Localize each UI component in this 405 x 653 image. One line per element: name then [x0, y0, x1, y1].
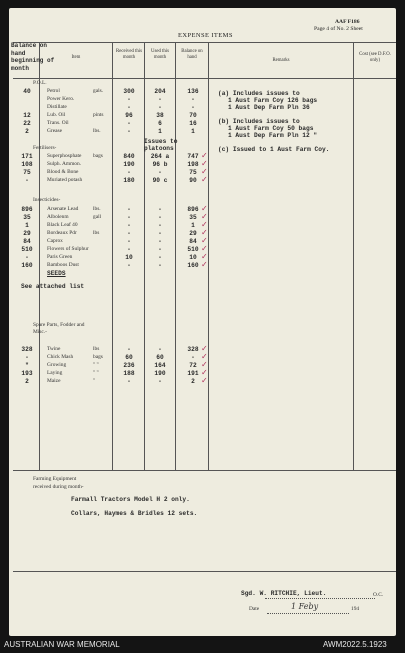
row-balance-begin: 171 [21, 153, 33, 160]
row-used: - [158, 222, 162, 229]
page-title: EXPENSE ITEMS [178, 32, 233, 39]
check-mark-icon: ✓ [201, 368, 208, 377]
pol-heading: P.O.L. [33, 80, 47, 86]
col-divider-used [175, 42, 176, 470]
check-mark-icon: ✓ [201, 220, 208, 229]
row-received: - [127, 230, 131, 237]
issues-note-2: platoons [144, 145, 174, 152]
row-unit: " [93, 378, 96, 384]
page-info: Page 4 of No. 2 Sheet [314, 26, 363, 32]
row-item: Muriated potash [47, 177, 83, 183]
row-item: Arsenate Lead [47, 206, 79, 212]
row-balance-begin: 510 [21, 246, 33, 253]
row-balance-begin: 108 [21, 161, 33, 168]
row-unit: bags [93, 153, 103, 159]
row-received: - [127, 246, 131, 253]
row-balance-begin: - [25, 254, 29, 261]
row-received: 96 [125, 112, 133, 119]
row-used: - [158, 169, 162, 176]
row-used: 38 [156, 112, 164, 119]
row-unit: " " [93, 370, 99, 376]
farming-bottom-rule [13, 571, 396, 572]
row-item: Maize [47, 378, 61, 384]
row-used: 90 c [152, 177, 168, 184]
row-balance: 510 [187, 246, 199, 253]
col-header-cost: Cost (see D.F.O. only) [359, 52, 391, 63]
remark-b-2: 1 Aust Farm Coy 50 bags [228, 125, 314, 132]
farming-heading-1: Farming Equipment [33, 476, 77, 482]
row-balance: 10 [189, 254, 197, 261]
row-used: - [158, 238, 162, 245]
row-unit: " " [93, 362, 99, 368]
signature-line: Sgd. W. RITCHIE, Lieut. [241, 590, 327, 597]
row-item: Albolenm [47, 214, 69, 220]
seeds-heading: SEEDS [47, 270, 66, 277]
row-unit: lbs. [93, 128, 101, 134]
check-mark-icon: ✓ [201, 167, 208, 176]
row-item: Laying [47, 370, 63, 376]
row-used: - [158, 346, 162, 353]
row-received: 10 [125, 254, 133, 261]
table-top-rule [13, 42, 396, 43]
row-balance: 160 [187, 262, 199, 269]
row-used: - [158, 206, 162, 213]
row-used: 204 [154, 88, 166, 95]
row-item: Growing [47, 362, 67, 368]
col-divider-balance [208, 42, 209, 470]
col-header-remarks: Remarks [272, 58, 290, 63]
row-balance-begin: 896 [21, 206, 33, 213]
check-mark-icon: ✓ [201, 159, 208, 168]
farming-line-1: Farmall Tractors Model H 2 only. [71, 496, 190, 503]
row-balance: 29 [189, 230, 197, 237]
row-item: Blood & Bone [47, 169, 79, 175]
row-item: Superphosphate [47, 153, 82, 159]
check-mark-icon: ✓ [201, 376, 208, 385]
row-item: Paris Green [47, 254, 73, 260]
row-received: - [127, 346, 131, 353]
check-mark-icon: ✓ [201, 175, 208, 184]
footer-right: AWM2022.5.1923 [323, 640, 387, 649]
row-item: Petrol [47, 88, 60, 94]
check-mark-icon: ✓ [201, 228, 208, 237]
footer-left: AUSTRALIAN WAR MEMORIAL [4, 640, 120, 649]
row-used: 264 a [150, 153, 170, 160]
signature-dotted-rule [265, 598, 375, 599]
row-item: Power Kero. [47, 96, 75, 102]
row-received: 180 [123, 177, 135, 184]
row-unit: lbs. [93, 206, 101, 212]
row-received: 188 [123, 370, 135, 377]
row-balance-begin: 2 [25, 128, 29, 135]
row-item: Black Leaf 40 [47, 222, 78, 228]
row-unit: lbs [93, 346, 100, 352]
col-header-used: Used this month [151, 49, 169, 60]
row-balance-begin: 1 [25, 222, 29, 229]
check-mark-icon: ✓ [201, 236, 208, 245]
row-used: 6 [158, 120, 162, 127]
row-used: 96 b [152, 161, 168, 168]
row-balance-begin: 2 [25, 378, 29, 385]
check-mark-icon: ✓ [201, 344, 208, 353]
row-balance-begin: " [25, 362, 29, 369]
row-used: - [158, 246, 162, 253]
check-mark-icon: ✓ [201, 352, 208, 361]
farming-line-2: Collars, Haymes & Bridles 12 sets. [71, 510, 198, 517]
check-mark-icon: ✓ [201, 252, 208, 261]
row-used: 164 [154, 362, 166, 369]
row-used: - [158, 254, 162, 261]
date-label: Date [249, 606, 260, 612]
remark-a-3: 1 Aust Dep Farm Pln 36 [228, 104, 310, 111]
row-used: - [158, 214, 162, 221]
row-unit: gals. [93, 88, 104, 94]
row-received: 840 [123, 153, 135, 160]
fertilisers-heading: Fertilisers- [33, 145, 57, 151]
check-mark-icon: ✓ [201, 212, 208, 221]
col-divider-received [144, 42, 145, 470]
row-balance-begin: 22 [23, 120, 31, 127]
row-item: Bordeaux Pdr [47, 230, 77, 236]
row-balance: - [191, 96, 195, 103]
row-received: - [127, 222, 131, 229]
row-balance: 72 [189, 362, 197, 369]
row-used: 1 [158, 128, 162, 135]
row-balance-begin: 84 [23, 238, 31, 245]
spares-heading-2: Misc.- [33, 329, 47, 335]
issues-note-1: Issues to [144, 138, 178, 145]
row-received: - [127, 214, 131, 221]
row-balance-begin: 12 [23, 112, 31, 119]
row-used: - [158, 96, 162, 103]
row-received: - [127, 262, 131, 269]
row-received: 190 [123, 161, 135, 168]
row-balance: 16 [189, 120, 197, 127]
row-balance: 1 [191, 128, 195, 135]
row-balance-begin: 75 [23, 169, 31, 176]
row-balance: 84 [189, 238, 197, 245]
col-header-balance-hand: Balance on hand [181, 49, 203, 60]
remark-b-1: (b) Includes issues to [218, 118, 300, 125]
row-unit: pints [93, 112, 104, 118]
row-balance-begin: 35 [23, 214, 31, 221]
row-balance-begin: 193 [21, 370, 33, 377]
row-balance: 198 [187, 161, 199, 168]
row-balance-begin: - [25, 177, 29, 184]
row-balance-begin: 160 [21, 262, 33, 269]
row-balance-begin: - [25, 354, 29, 361]
check-mark-icon: ✓ [201, 204, 208, 213]
row-balance: 35 [189, 214, 197, 221]
row-received: - [127, 238, 131, 245]
row-item: Twine [47, 346, 61, 352]
row-balance-begin: 40 [23, 88, 31, 95]
signature-oc: O.C. [373, 592, 384, 598]
row-balance: 75 [189, 169, 197, 176]
row-unit: lbs [93, 230, 100, 236]
spares-heading-1: Spare Parts, Fodder and [33, 322, 85, 328]
farming-heading-2: received during month- [33, 484, 84, 490]
col-divider-begin [39, 42, 40, 470]
row-balance: 328 [187, 346, 199, 353]
row-item: Chick Mash [47, 354, 74, 360]
row-balance-begin: 328 [21, 346, 33, 353]
col-header-received: Received this month [116, 49, 142, 60]
row-balance: 191 [187, 370, 199, 377]
row-received: - [127, 378, 131, 385]
remark-b-3: 1 Aust Dep Farm Pln 12 " [228, 132, 318, 139]
table-bottom-rule [13, 470, 396, 471]
row-item: Trans. Oil [47, 120, 69, 126]
row-item: Sulph. Ammon. [47, 161, 81, 167]
document-sheet [9, 8, 396, 636]
check-mark-icon: ✓ [201, 244, 208, 253]
row-balance: 747 [187, 153, 199, 160]
insecticides-heading: Insecticides- [33, 197, 61, 203]
row-received: 300 [123, 88, 135, 95]
row-balance-begin: 29 [23, 230, 31, 237]
row-used: - [158, 378, 162, 385]
date-handwritten: 1 Feby [291, 602, 319, 611]
row-received: - [127, 96, 131, 103]
date-dotted-rule [267, 613, 349, 614]
header-bottom-rule [13, 78, 396, 79]
seeds-note: See attached list [21, 283, 85, 290]
check-mark-icon: ✓ [201, 260, 208, 269]
remark-a-2: 1 Aust Farm Coy 126 bags [228, 97, 318, 104]
row-item: Caprox [47, 238, 63, 244]
row-used: - [158, 104, 162, 111]
col-header-item: Item [71, 55, 81, 60]
row-balance: 896 [187, 206, 199, 213]
row-balance: 1 [191, 222, 195, 229]
row-received: - [127, 169, 131, 176]
row-used: 190 [154, 370, 166, 377]
col-header-balance-begin: Balance on hand beginning of month [11, 42, 55, 72]
check-mark-icon: ✓ [201, 151, 208, 160]
row-item: Lub. Oil [47, 112, 66, 118]
row-item: Bamboos Dust [47, 262, 79, 268]
row-received: - [127, 104, 131, 111]
row-received: - [127, 206, 131, 213]
row-item: Distillate [47, 104, 67, 110]
row-item: Grease [47, 128, 62, 134]
date-year: 194 [351, 606, 360, 612]
row-used: - [158, 230, 162, 237]
row-balance: - [191, 104, 195, 111]
row-balance: 2 [191, 378, 195, 385]
row-item: Flowers of Sulphur [47, 246, 89, 252]
row-used: 60 [156, 354, 164, 361]
form-code: AAF F186 [335, 19, 360, 25]
check-mark-icon: ✓ [201, 360, 208, 369]
row-received: - [127, 120, 131, 127]
row-received: 236 [123, 362, 135, 369]
row-balance: - [191, 354, 195, 361]
row-received: - [127, 128, 131, 135]
remark-c: (c) Issued to 1 Aust Farm Coy. [218, 146, 330, 153]
row-received: 60 [125, 354, 133, 361]
row-balance: 136 [187, 88, 199, 95]
col-divider-item [112, 42, 113, 470]
row-unit: gall [93, 214, 102, 220]
row-unit: bags [93, 354, 103, 360]
row-balance: 90 [189, 177, 197, 184]
col-divider-remarks [353, 42, 354, 470]
row-used: - [158, 262, 162, 269]
remark-a-1: (a) Includes issues to [218, 90, 300, 97]
row-balance: 70 [189, 112, 197, 119]
